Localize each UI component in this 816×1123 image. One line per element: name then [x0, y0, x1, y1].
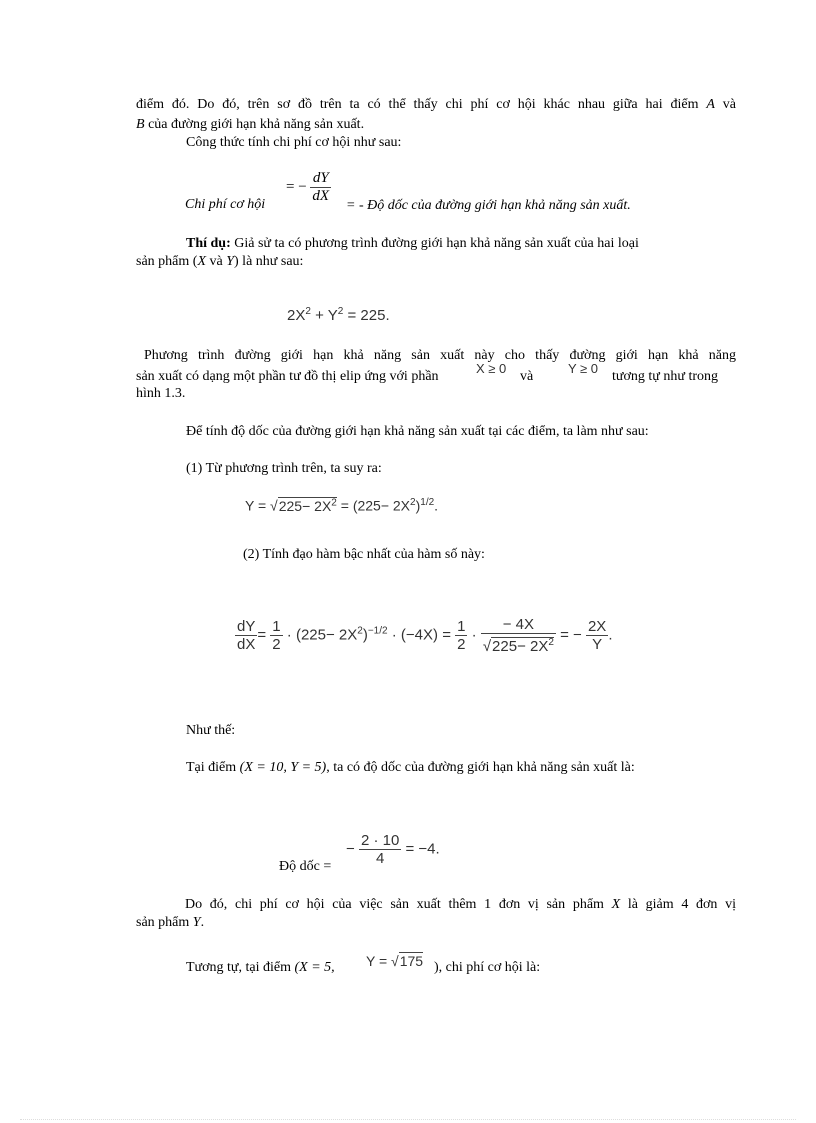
y-root-175: Y = √175: [366, 953, 424, 969]
example-line: sản phẩm (X và Y) là như sau:: [136, 254, 304, 269]
paragraph-text: tương tự như trong: [612, 369, 718, 384]
conjunction: và: [520, 369, 534, 384]
derivative-equation: $\frac{dY}{dX}$ = $\frac{1}{2}$ · $(225- 2X^2)^{-1/2} \cdot (-4X)$ = $\frac{1}{2}$ · $\frac{- 4X}{√225- 2X^2}$ = − $\frac{2X}{Y}$ .: [237, 616, 613, 655]
paragraph-line: sản xuất có dạng một phần tư đồ thị elip ứng với phần: [136, 369, 439, 384]
opportunity-cost-label: Chi phí cơ hội: [185, 197, 266, 212]
step-1: (1) Từ phương trình trên, ta suy ra:: [186, 461, 382, 476]
paragraph-line: sản phẩm Y.: [136, 915, 205, 930]
opportunity-cost-definition: = - Độ dốc của đường giới hạn khả năng sản xuất.: [346, 198, 631, 213]
condition-x: X ≥ 0: [476, 361, 507, 376]
similarly-line-end: ), chi phí cơ hội là:: [434, 960, 541, 975]
at-point-line: Tại điểm (X = 10, Y = 5), ta có độ dốc của đường giới hạn khả năng sản xuất là:: [186, 760, 635, 775]
example-line: Thí dụ: Giả sử ta có phương trình đường giới hạn khả năng sản xuất của hai loại: [186, 236, 639, 251]
slope-label: Độ dốc =: [279, 859, 332, 874]
condition-y: Y ≥ 0: [568, 361, 599, 376]
paragraph-line: điểm đó. Do đó, trên sơ đồ trên ta có thể thấy chi phí cơ hội khác nhau giữa hai điểm A và: [136, 97, 736, 112]
y-equation: $Y = √225- 2X^2 = (225- 2X^2)^{1/2}$.: [245, 497, 439, 514]
formula-intro: Công thức tính chi phí cơ hội như sau:: [186, 135, 402, 150]
thus: Như thế:: [186, 723, 236, 738]
opportunity-cost-fraction: = − $\frac{dY}{dX}$: [286, 170, 330, 204]
ppf-equation: $2X^2 + Y^2 = 225$.: [287, 306, 390, 324]
slope-intro: Để tính độ dốc của đường giới hạn khả năng sản xuất tại các điểm, ta làm như sau:: [186, 424, 649, 439]
similarly-line: Tương tự, tại điểm (X = 5,: [186, 960, 335, 975]
slope-fraction: − $\frac{2 \cdot 10}{4}$ = −4.: [346, 832, 440, 867]
paragraph-line: Phương trình đường giới hạn khả năng sản xuất này cho thấy đường giới hạn khả năng: [144, 348, 736, 363]
page-border: [20, 1119, 796, 1120]
paragraph-line: Do đó, chi phí cơ hội của việc sản xuất thêm 1 đơn vị sản phẩm X là giảm 4 đơn vị: [185, 897, 736, 912]
example-label: Thí dụ:: [186, 236, 231, 251]
step-2: (2) Tính đạo hàm bậc nhất của hàm số này:: [243, 547, 485, 562]
paragraph-line: B của đường giới hạn khả năng sản xuất.: [136, 117, 365, 132]
paragraph-line: hình 1.3.: [136, 386, 186, 401]
